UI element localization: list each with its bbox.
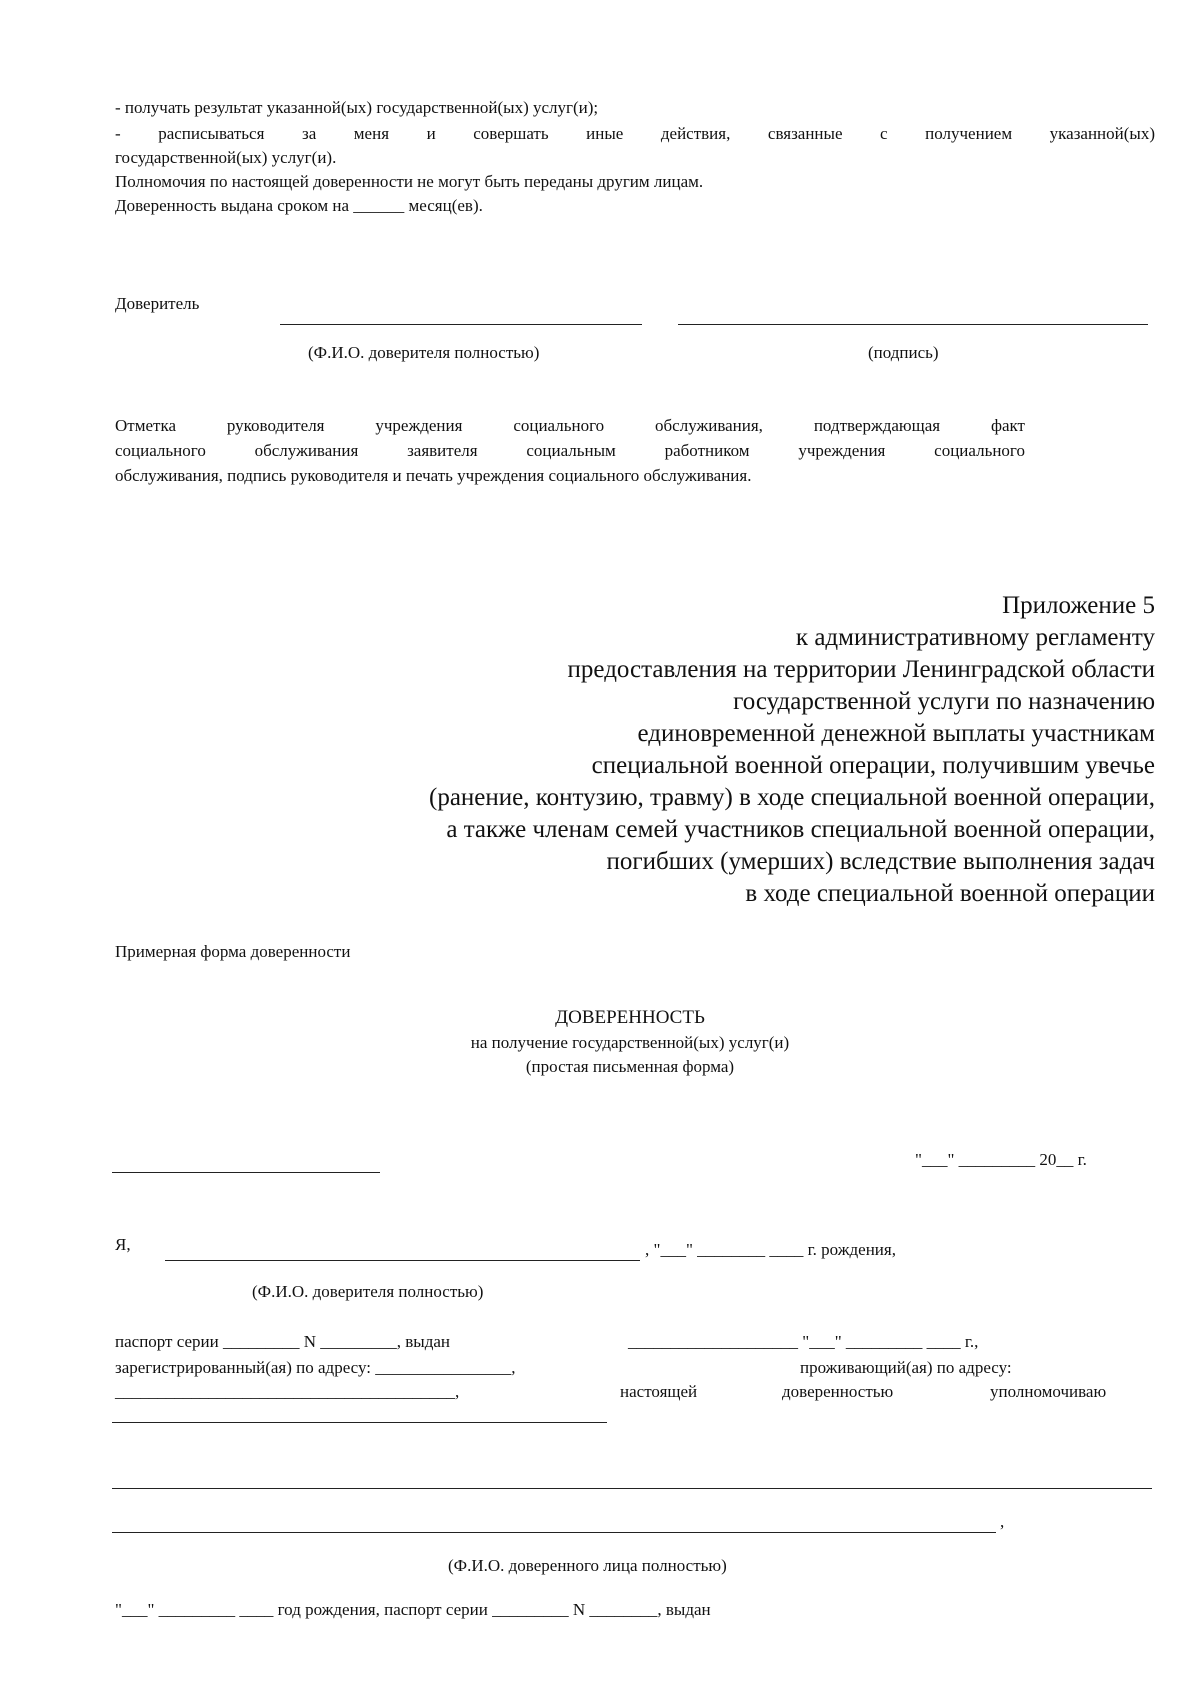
text-line-sign: - расписываться за меня и совершать иные действия, связанные с получением указанной(ых) xyxy=(115,124,1155,143)
form-subtitle-2: (простая письменная форма) xyxy=(525,1057,735,1076)
text-line-powers: Полномочия по настоящей доверенности не могут быть переданы другим лицам. xyxy=(115,172,704,191)
text-line-term: Доверенность выдана сроком на ______ месяц(ев). xyxy=(115,196,483,215)
date-field: "___" _________ 20__ г. xyxy=(915,1150,1087,1169)
principal-name-line xyxy=(280,324,642,325)
appendix-heading xyxy=(429,590,1155,910)
form-title: ДОВЕРЕННОСТЬ xyxy=(555,1007,705,1028)
appendix-line: предоставления на территории Ленинградской области xyxy=(567,656,1155,683)
authorize-line-blank xyxy=(112,1422,607,1423)
appendix-line: Приложение 5 xyxy=(1002,592,1155,619)
form-subtitle: на получение государственной(ых) услуг(и) xyxy=(470,1033,790,1052)
principal-label: Доверитель xyxy=(115,294,200,313)
trustee-line-2 xyxy=(112,1532,996,1533)
trustee-fio-caption: (Ф.И.О. доверенного лица полностью) xyxy=(448,1556,727,1575)
note-line-2: социального обслуживания заявителя социальным работником учреждения социального xyxy=(115,441,1025,460)
appendix-line: специальной военной операции, получившим увечье xyxy=(591,752,1155,779)
appendix-line: государственной услуги по назначению xyxy=(733,688,1155,715)
form-type-label: Примерная форма доверенности xyxy=(115,942,351,961)
ya-label: Я, xyxy=(115,1235,131,1254)
principal-name-caption: (Ф.И.О. доверителя полностью) xyxy=(308,343,540,362)
appendix-line: (ранение, контузию, травму) в ходе специальной военной операции, xyxy=(429,784,1155,811)
appendix-line: единовременной денежной выплаты участникам xyxy=(637,720,1155,747)
appendix-line: погибших (умерших) вследствие выполнения задач xyxy=(606,848,1155,875)
note-line-3: обслуживания, подпись руководителя и печать учреждения социального обслуживания. xyxy=(115,466,752,485)
authorize-word-1: настоящей xyxy=(620,1382,698,1401)
appendix-line: в ходе специальной военной операции xyxy=(745,880,1155,907)
trustee-passport-line: "___" _________ ____ год рождения, паспорт серии _________ N ________, выдан xyxy=(115,1600,711,1619)
residence-line-b: проживающий(ая) по адресу: xyxy=(800,1358,1012,1377)
principal-fio-caption: (Ф.И.О. доверителя полностью) xyxy=(252,1282,484,1301)
principal-fio-line xyxy=(165,1260,640,1261)
passport-line-b: ____________________ "___" _________ ____ г., xyxy=(628,1332,979,1351)
trustee-line-1 xyxy=(112,1488,1152,1489)
registration-line-a: зарегистрированный(ая) по адресу: ________________, xyxy=(115,1358,516,1377)
text-line-result: - получать результат указанной(ых) государственной(ых) услуг(и); xyxy=(115,98,599,117)
place-line xyxy=(112,1172,380,1173)
appendix-line: а также членам семей участников специальной военной операции, xyxy=(446,816,1155,843)
authorize-word-3: уполномочиваю xyxy=(990,1382,1107,1401)
authorize-word-2: доверенностью xyxy=(782,1382,894,1401)
text-line-services: государственной(ых) услуг(и). xyxy=(115,148,337,167)
trustee-comma: , xyxy=(1000,1512,1005,1531)
note-line-1: Отметка руководителя учреждения социального обслуживания, подтверждающая факт xyxy=(115,416,1025,435)
birth-date-field: , "___" ________ ____ г. рождения, xyxy=(645,1240,896,1259)
passport-line-a: паспорт серии _________ N _________, выдан xyxy=(115,1332,451,1351)
authorize-line-a: ________________________________________, xyxy=(115,1382,460,1401)
principal-signature-line xyxy=(678,324,1148,325)
signature-caption: (подпись) xyxy=(868,343,939,362)
appendix-line: к административному регламенту xyxy=(795,624,1155,651)
